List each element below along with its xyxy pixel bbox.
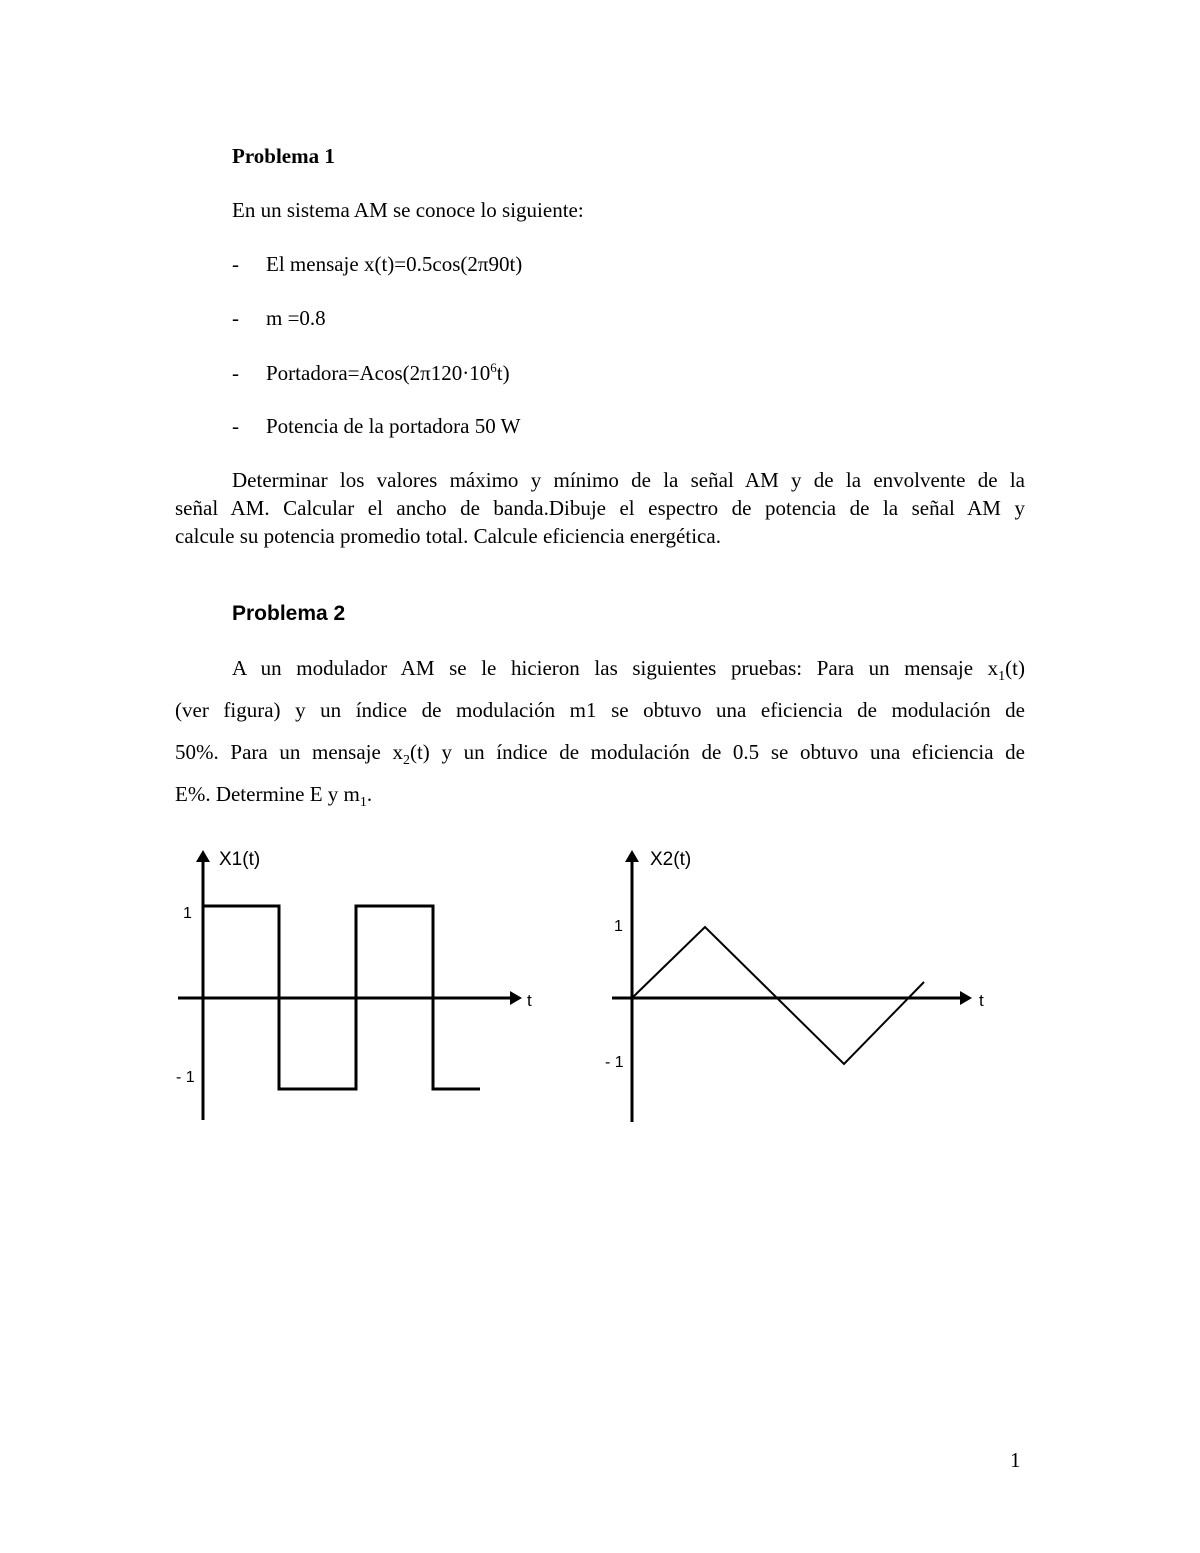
x2-y-arrow: [625, 850, 639, 862]
bullet-dash: -: [232, 414, 239, 438]
problem-1-intro: En un sistema AM se conoce lo siguiente:: [232, 198, 584, 222]
x2-title: X2(t): [650, 849, 692, 870]
problem-2-line-2: (ver figura) y un índice de modulación m1 se obtuvo una eficiencia de modulación de: [175, 698, 1025, 722]
problem-2-line-1: A un modulador AM se le hicieron las siguientes pruebas: Para un mensaje $x_1(t)$: [232, 656, 1025, 685]
x1-y-arrow: [196, 850, 210, 862]
chart-x2: [612, 850, 972, 1122]
bullet-dash: -: [232, 306, 239, 330]
x1-tick-label-pos: 1: [183, 905, 192, 922]
problem-2-line-3: 50%. Para un mensaje $x_2(t)$ y un índice de modulación de 0.5 se obtuvo una eficiencia de: [175, 740, 1025, 769]
x1-title: X1(t): [219, 849, 261, 870]
page-number: 1: [1010, 1448, 1021, 1472]
bullet-superscript: 6: [490, 360, 497, 375]
problem-1-line-2: señal AM. Calcular el ancho de banda.Dibuje el espectro de potencia de la señal AM y: [175, 496, 1025, 520]
bullet-text: m =0.8: [266, 306, 326, 330]
bullet-text-end: t): [496, 361, 510, 385]
bullet-dash: -: [232, 361, 239, 385]
bullet-text: Portadora=Acos(2π120·10: [266, 361, 491, 385]
bullet-text: Potencia de la portadora 50 W: [266, 414, 521, 438]
x1-xlabel: t: [527, 991, 532, 1010]
problem-2-title: Problema 2: [232, 602, 346, 625]
problem-2-line-4: E%. Determine E y $m_1$.: [175, 782, 373, 811]
x1-tick-label-neg: - 1: [176, 1069, 195, 1086]
bullet-text: El mensaje x(t)=0.5cos(2π90t): [266, 252, 523, 276]
bullet-dash: -: [232, 252, 239, 276]
x2-tick-label-neg: - 1: [605, 1054, 624, 1071]
problem-1-line-1: Determinar los valores máximo y mínimo de la señal AM y de la envolvente de la: [232, 468, 1025, 492]
x2-x-arrow: [960, 991, 972, 1005]
problem-1-title: Problema 1: [232, 144, 335, 168]
problem-1-line-3: calcule su potencia promedio total. Calcule eficiencia energética.: [175, 524, 721, 548]
subscript: 2: [402, 753, 410, 769]
subscript: 1: [998, 669, 1006, 685]
x2-xlabel: t: [979, 991, 984, 1010]
x1-x-arrow: [510, 991, 522, 1005]
x2-tick-label-pos: 1: [614, 918, 623, 935]
chart-x1: [178, 850, 522, 1120]
x2-series-line: [632, 927, 924, 1064]
subscript: 1: [359, 795, 367, 811]
